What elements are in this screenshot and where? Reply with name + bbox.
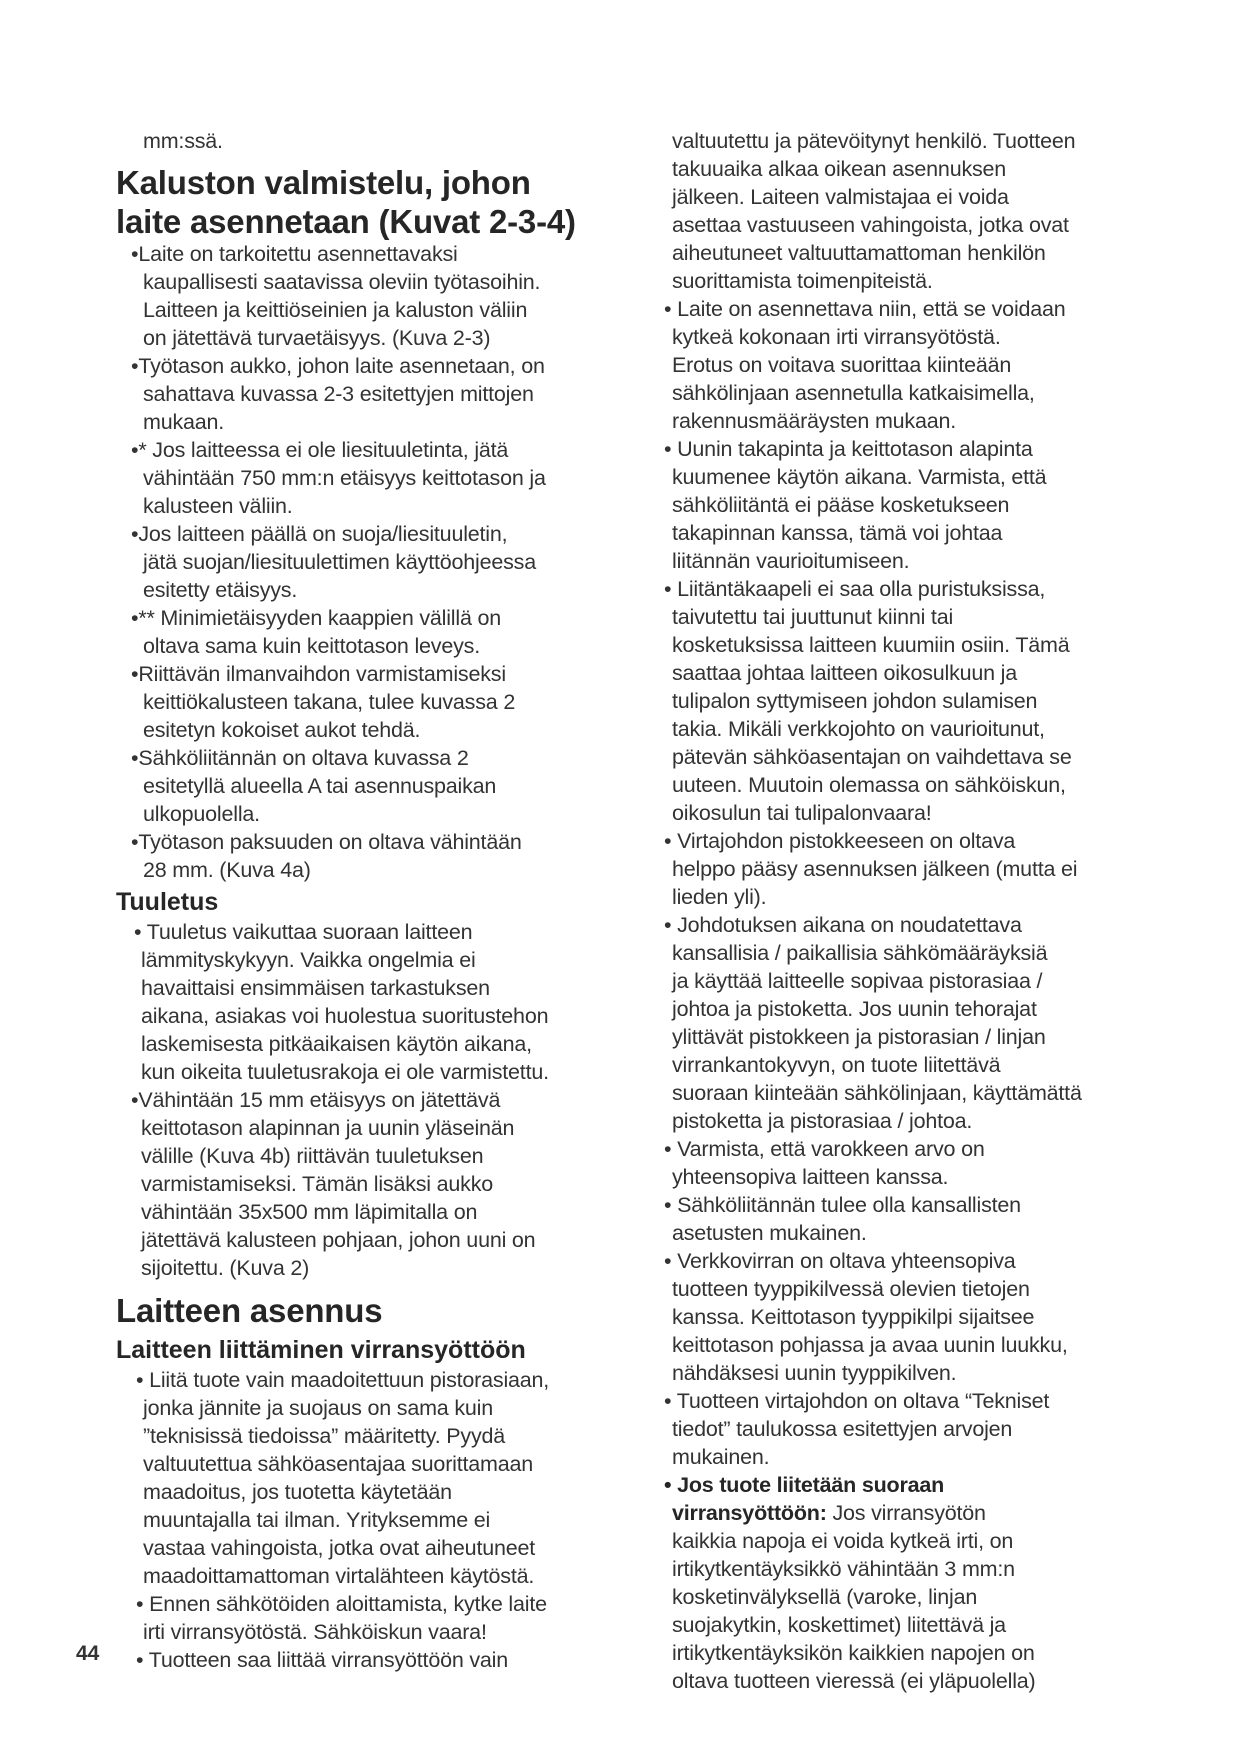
text-line: mm:ssä. (143, 129, 223, 153)
text-line: lämmityskykyyn. Vaikka ongelmia ei (141, 948, 476, 972)
text-line: kaikkia napoja ei voida kytkeä irti, on (672, 1529, 1014, 1553)
list-item: • Varmista, että varokkeen arvo on (664, 1137, 985, 1161)
text-line: sähköliitäntä ei pääse kosketukseen (672, 493, 1010, 517)
text-line: rakennusmääräysten mukaan. (672, 409, 957, 433)
text-line: irti virransyötöstä. Sähköiskun vaara! (143, 1620, 487, 1644)
section-heading: laite asennetaan (Kuvat 2-3-4) (116, 203, 576, 240)
list-item: • Uunin takapinta ja keittotason alapinta (664, 437, 1033, 461)
text-line: maadoittamattoman virtalähteen käytöstä. (143, 1564, 535, 1588)
subsection-heading: Tuuletus (116, 888, 219, 916)
text-line: havaittaisi ensimmäisen tarkastuksen (141, 976, 490, 1000)
list-item: • Ennen sähkötöiden aloittamista, kytke laite (136, 1592, 547, 1616)
text-line: taivutettu tai juuttunut kiinni tai (672, 605, 954, 629)
list-item: • Johdotuksen aikana on noudatettava (664, 913, 1022, 937)
text-line: helppo pääsy asennuksen jälkeen (mutta ei (672, 857, 1078, 881)
text-line: varmistamiseksi. Tämän lisäksi aukko (141, 1172, 494, 1196)
text-line: oltava sama kuin keittotason leveys. (143, 634, 480, 658)
text-line: aikana, asiakas voi huolestua suoritustehon (141, 1004, 549, 1028)
list-item: • Sähköliitännän tulee olla kansallisten (664, 1193, 1021, 1217)
text-line: mukainen. (672, 1445, 770, 1469)
text-line: oikosulun tai tulipalonvaara! (672, 801, 932, 825)
text-line: asettaa vastuuseen vahingoista, jotka ovat (672, 213, 1069, 237)
text-line: ja käyttää laitteelle sopivaa pistorasiaa / (672, 969, 1043, 993)
text-line: ulkopuolella. (143, 802, 260, 826)
text-line: 28 mm. (Kuva 4a) (143, 858, 311, 882)
text-line: tulipalon syttymiseen johdon sulamisen (672, 689, 1038, 713)
list-item: • Verkkovirran on oltava yhteensopiva (664, 1249, 1016, 1273)
text-line: esitetty etäisyys. (143, 578, 298, 602)
text-line: kosketuksissa laitteen kuumiin osiin. Tämä (672, 633, 1070, 657)
list-item: • Tuotteen virtajohdon on oltava “Tekniset (664, 1389, 1050, 1413)
text-line: johtoa ja pistoketta. Jos uunin tehorajat (672, 997, 1037, 1021)
list-item: •Sähköliitännän on oltava kuvassa 2 (131, 746, 469, 770)
text-line: keittotason alapinnan ja uunin yläseinän (141, 1116, 515, 1140)
text-line: takuuaika alkaa oikean asennuksen (672, 157, 1007, 181)
text-line: sahattava kuvassa 2-3 esitettyjen mittojen (143, 382, 534, 406)
text-line: asetusten mukainen. (672, 1221, 867, 1245)
page-number: 44 (76, 1642, 100, 1665)
text-line: kaupallisesti saatavissa oleviin työtasoihin. (143, 270, 541, 294)
list-item: • Liitä tuote vain maadoitettuun pistorasiaan, (136, 1368, 550, 1392)
text-line: maadoitus, jos tuotetta käytetään (143, 1480, 452, 1504)
text-line: lieden yli). (672, 885, 767, 909)
list-item: • Tuuletus vaikuttaa suoraan laitteen (134, 920, 473, 944)
text-line: valtuutettu ja pätevöitynyt henkilö. Tuotteen (672, 129, 1076, 153)
text-line: takia. Mikäli verkkojohto on vaurioitunut, (672, 717, 1045, 741)
list-item: •Laite on tarkoitettu asennettavaksi (131, 242, 458, 266)
text-line: muuntajalla tai ilman. Yrityksemme ei (143, 1508, 491, 1532)
text-line: valtuutettua sähköasentajaa suorittamaan (143, 1452, 534, 1476)
text-line: pätevän sähköasentajan on vaihdettava se (672, 745, 1072, 769)
list-item: •Riittävän ilmanvaihdon varmistamiseksi (131, 662, 506, 686)
list-item: •Työtason paksuuden on oltava vähintään (131, 830, 522, 854)
list-item: • Tuotteen saa liittää virransyöttöön vain (136, 1648, 509, 1672)
text-line: suorittamista toimenpiteistä. (672, 269, 933, 293)
text-line: suojakytkin, koskettimet) liitettävä ja (672, 1613, 1006, 1637)
list-item: •Työtason aukko, johon laite asennetaan, on (131, 354, 545, 378)
text-line (672, 1499, 986, 1527)
text-line: keittotason pohjassa ja avaa uunin luukku, (672, 1333, 1068, 1357)
list-item: •Jos laitteen päällä on suoja/liesituuletin, (131, 522, 508, 546)
text-line: jätä suojan/liesituulettimen käyttöohjeessa (143, 550, 536, 574)
text-line: tuotteen tyyppikilvessä olevien tietojen (672, 1277, 1030, 1301)
subsection-heading: Laitteen liittäminen virransyöttöön (116, 1336, 526, 1364)
text-line: uuteen. Muutoin olemassa on sähköiskun, (672, 773, 1066, 797)
list-item: • Liitäntäkaapeli ei saa olla puristuksissa, (664, 577, 1046, 601)
text-line: keittiökalusteen takana, tulee kuvassa 2 (143, 690, 516, 714)
text-line: ”teknisissä tiedoissa” määritetty. Pyydä (143, 1424, 506, 1448)
section-heading: Laitteen asennus (116, 1292, 383, 1329)
text-line: Erotus on voitava suorittaa kiinteään (672, 353, 1012, 377)
text-line: vähintään 750 mm:n etäisyys keittotason ja (143, 466, 546, 490)
text-line: suoraan kiinteään sähkölinjaan, käyttämättä (672, 1081, 1082, 1105)
text-line: nähdäksesi uunin tyyppikilven. (672, 1361, 957, 1385)
text-line: esitetyn kokoiset aukot tehdä. (143, 718, 421, 742)
text-line: vastaa vahingoista, jotka ovat aiheutuneet (143, 1536, 536, 1560)
text-line: on jätettävä turvaetäisyys. (Kuva 2-3) (143, 326, 491, 350)
text-line: ylittävät pistokkeen ja pistorasian / linjan (672, 1025, 1046, 1049)
text-line: pistoketta ja pistorasiaa / johtoa. (672, 1109, 973, 1133)
list-item: •Vähintään 15 mm etäisyys on jätettävä (131, 1088, 501, 1112)
text-line: takapinnan kanssa, tämä voi johtaa (672, 521, 1003, 545)
text-line: kuumenee käytön aikana. Varmista, että (672, 465, 1047, 489)
text-line: liitännän vaurioitumiseen. (672, 549, 910, 573)
text-line: jätettävä kalusteen pohjaan, johon uuni on (141, 1228, 536, 1252)
text-line: kosketinvälyksellä (varoke, linjan (672, 1585, 978, 1609)
text-line: kun oikeita tuuletusrakoja ei ole varmistettu. (141, 1060, 549, 1084)
text-line: saattaa johtaa laitteen oikosulkuun ja (672, 661, 1018, 685)
text-line: kansallisia / paikallisia sähkömääräyksiä (672, 941, 1048, 965)
text-line: mukaan. (143, 410, 225, 434)
bold-list-item: • Jos tuote liitetään suoraan (664, 1473, 945, 1497)
text-line: oltava tuotteen vieressä (ei yläpuolella) (672, 1669, 1036, 1693)
text-line: virrankantokyvyn, on tuote liitettävä (672, 1053, 1001, 1077)
list-item: •* Jos laitteessa ei ole liesituuletinta, jätä (131, 438, 509, 462)
text-line: kanssa. Keittotason tyyppikilpi sijaitsee (672, 1305, 1035, 1329)
text-line: yhteensopiva laitteen kanssa. (672, 1165, 949, 1189)
list-item: •** Minimietäisyyden kaappien välillä on (131, 606, 502, 630)
text-line: Laitteen ja keittiöseinien ja kaluston väliin (143, 298, 528, 322)
text-line: sähkölinjaan asennetulla katkaisimella, (672, 381, 1035, 405)
text-line: välille (Kuva 4b) riittävän tuuletuksen (141, 1144, 484, 1168)
text-line: aiheutuneet valtuuttamattoman henkilön (672, 241, 1046, 265)
bold-label: virransyöttöön: (672, 1501, 827, 1525)
text-line: irtikytkentäyksikkö vähintään 3 mm:n (672, 1557, 1015, 1581)
text-line: tiedot” taulukossa esitettyjen arvojen (672, 1417, 1013, 1441)
text-line: esitetyllä alueella A tai asennuspaikan (143, 774, 497, 798)
text-line: sijoitettu. (Kuva 2) (141, 1256, 310, 1280)
section-heading: Kaluston valmistelu, johon (116, 164, 531, 201)
text-line: jonka jännite ja suojaus on sama kuin (143, 1396, 493, 1420)
text-line: kalusteen väliin. (143, 494, 293, 518)
text-line: vähintään 35x500 mm läpimitalla on (141, 1200, 478, 1224)
list-item: • Laite on asennettava niin, että se voidaan (664, 297, 1066, 321)
text-run: Jos virransyötön (826, 1501, 986, 1525)
text-line: jälkeen. Laiteen valmistajaa ei voida (672, 185, 1009, 209)
text-line: kytkeä kokonaan irti virransyötöstä. (672, 325, 1001, 349)
text-line: irtikytkentäyksikön kaikkien napojen on (672, 1641, 1035, 1665)
text-line: laskemisesta pitkäaikaisen käytön aikana, (141, 1032, 532, 1056)
list-item: • Virtajohdon pistokkeeseen on oltava (664, 829, 1016, 853)
